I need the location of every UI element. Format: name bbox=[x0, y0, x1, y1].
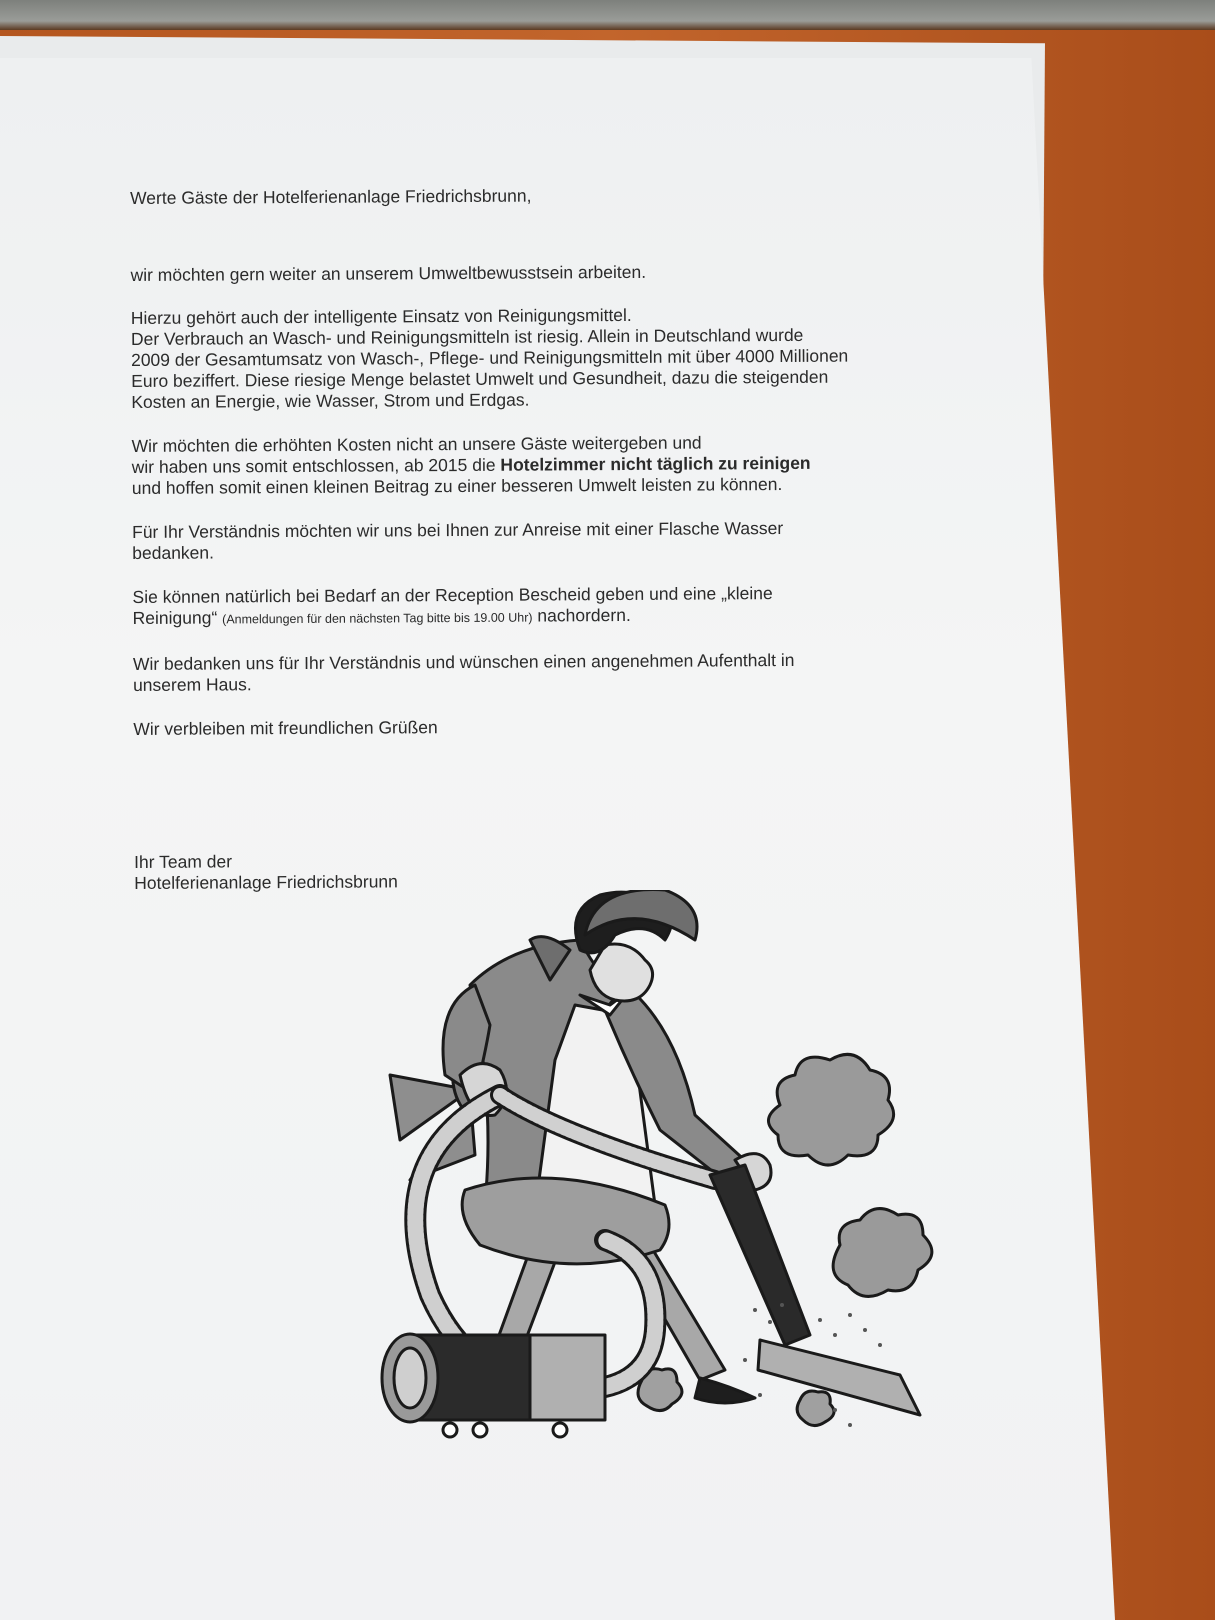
paragraph-line: und hoffen somit einen kleinen Beitrag zu einer besseren Umwelt leisten zu können. bbox=[131, 474, 783, 498]
paragraph-reception bbox=[132, 582, 922, 631]
paragraph-line: unserem Haus. bbox=[132, 674, 252, 695]
woman-vacuuming-illustration bbox=[380, 890, 960, 1490]
text-run: wir haben uns somit entschlossen, ab 2015 die bbox=[131, 454, 501, 477]
paragraph-line: Sie können natürlich bei Bedarf an der Reception Bescheid geben und eine „kleine bbox=[132, 583, 773, 607]
paragraph-thanks-water bbox=[132, 517, 922, 564]
hotel-notice-letter bbox=[130, 183, 924, 894]
text-run: nachordern. bbox=[532, 604, 631, 626]
letter-closing: Wir verbleiben mit freundlichen Grüßen bbox=[133, 717, 438, 739]
letter-intro: wir möchten gern weiter an unserem Umweltbewusstsein arbeiten. bbox=[130, 261, 647, 285]
paragraph-line: Hierzu gehört auch der intelligente Einsatz von Reinigungsmittel. bbox=[130, 304, 632, 328]
paragraph-line: Wir bedanken uns für Ihr Verständnis und wünschen einen angenehmen Aufenthalt in bbox=[132, 649, 795, 674]
paragraph-line: Euro beziffert. Diese riesige Menge belastet Umwelt und Gesundheit, dazu die steigenden bbox=[131, 366, 829, 391]
paragraph-wishes bbox=[133, 649, 923, 696]
emphasis-text: Hotelzimmer nicht täglich zu reinigen bbox=[500, 452, 811, 475]
paragraph-line: Für Ihr Verständnis möchten wir uns bei Ihnen zur Anreise mit einer Flasche Wasser bbox=[132, 518, 784, 542]
background-wall bbox=[0, 0, 1215, 30]
paragraph-line: bedanken. bbox=[132, 542, 215, 563]
paragraph-line: Wir möchten die erhöhten Kosten nicht an unsere Gäste weitergeben und bbox=[131, 432, 702, 456]
paragraph-line: 2009 der Gesamtumsatz von Wasch-, Pflege- und Reinigungsmitteln mit über 4000 Millionen bbox=[130, 345, 849, 370]
paragraph-line: Kosten an Energie, wie Wasser, Strom und Erdgas. bbox=[131, 389, 530, 412]
letter-signature bbox=[134, 847, 924, 894]
text-run: Reinigung“ bbox=[132, 607, 223, 628]
paragraph-cleaning-agents bbox=[131, 303, 922, 413]
letter-greeting: Werte Gäste der Hotelferienanlage Friedrichsbrunn, bbox=[130, 185, 532, 208]
signature-line: Ihr Team der bbox=[134, 851, 233, 872]
signature-line: Hotelferienanlage Friedrichsbrunn bbox=[134, 871, 398, 893]
small-note: (Anmeldungen für den nächsten Tag bitte bis 19.00 Uhr) bbox=[222, 610, 533, 627]
paragraph-decision bbox=[132, 431, 922, 499]
paragraph-line: Der Verbrauch an Wasch- und Reinigungsmitteln ist riesig. Allein in Deutschland wurde bbox=[130, 324, 804, 349]
paragraph-line-mixed bbox=[133, 603, 923, 631]
